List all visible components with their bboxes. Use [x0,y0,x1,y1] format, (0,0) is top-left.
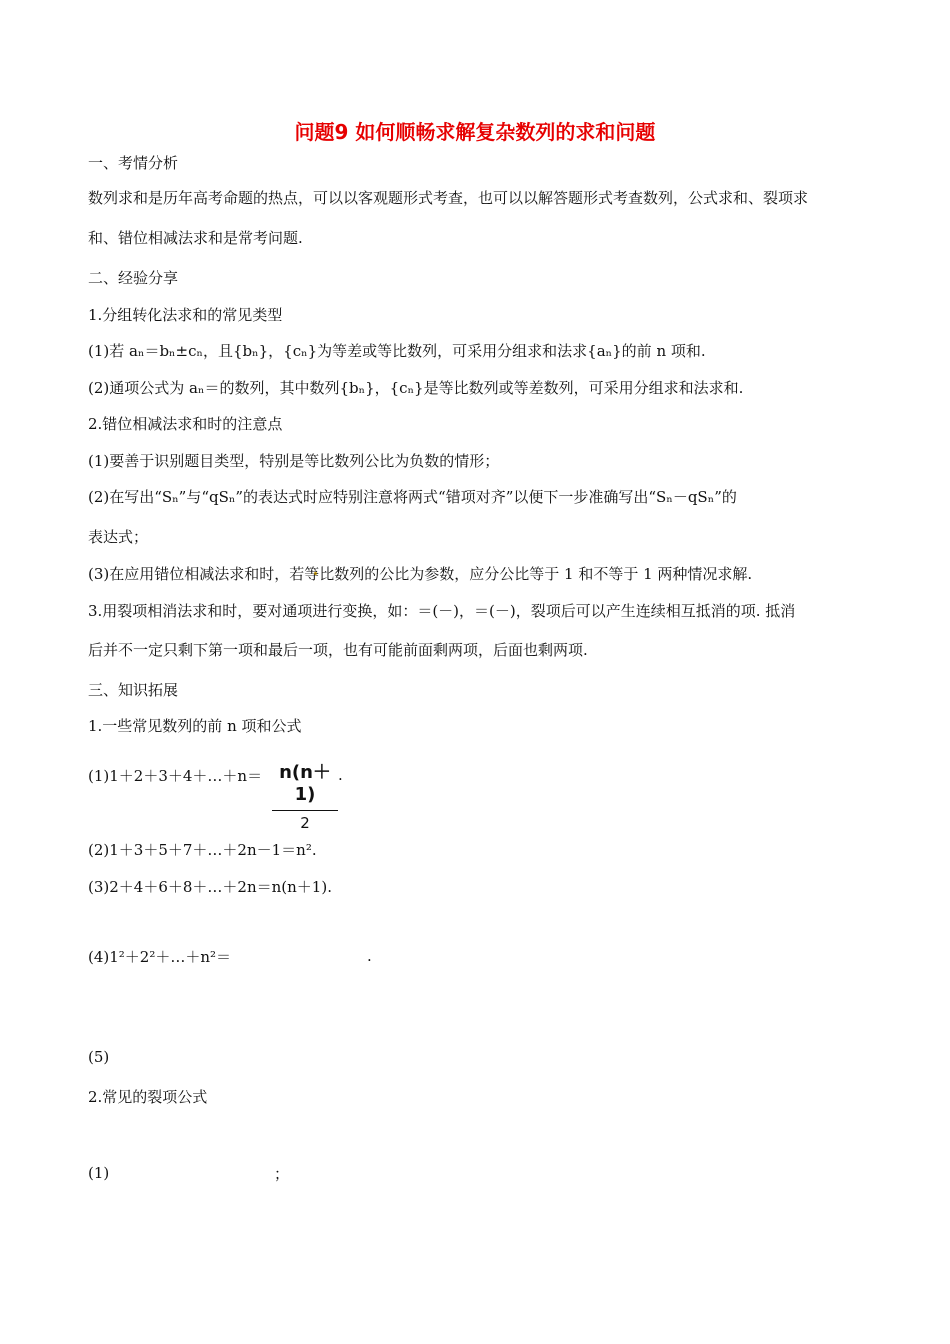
split-formula-1: (1) [88,1164,110,1182]
section-heading-analysis: 一、考情分析 [88,154,179,172]
experience-item1-title: 1.分组转化法求和的常见类型 [88,306,283,324]
formula-1-lhs: (1)1＋2＋3＋4＋…＋n＝ [88,767,263,785]
experience-item2-a: (1)要善于识别题目类型，特别是等比数列公比为负数的情形； [88,452,500,470]
analysis-paragraph-line2: 和、错位相减法求和是常考问题. [88,229,303,247]
split-formula-1-semicolon: ； [274,1165,290,1183]
formula-2: (2)1＋3＋5＋7＋…＋2n－1＝n². [88,841,317,859]
formula-1-period: . [338,766,343,784]
experience-item1-a: (1)若 aₙ＝bₙ±cₙ，且{bₙ}，{cₙ}为等差或等比数列，可采用分组求和法求{aₙ}的前 n 项和. [88,342,706,360]
fraction-bar [272,810,338,811]
fraction-denominator: 2 [300,814,310,832]
experience-item1-b: (2)通项公式为 aₙ＝的数列，其中数列{bₙ}，{cₙ}是等比数列或等差数列，可采用分组求和法求和. [88,379,744,397]
knowledge-item1-title: 1.一些常见数列的前 n 项和公式 [88,717,302,735]
formula-4: (4)1²＋2²＋…＋n²＝ [88,948,232,966]
analysis-paragraph-line1: 数列求和是历年高考命题的热点，可以以客观题形式考查，也可以以解答题形式考查数列，公式求和、裂项求 [88,189,809,207]
experience-item2-b-line1: (2)在写出“Sₙ”与“qSₙ”的表达式时应特别注意将两式“错项对齐”以便下一步准确写出“Sₙ－qSₙ”的 [88,488,737,506]
experience-item3-line2: 后并不一定只剩下第一项和最后一项，也有可能前面剩两项，后面也剩两项. [88,641,588,659]
knowledge-item2-title: 2.常见的裂项公式 [88,1088,208,1106]
formula-5: (5) [88,1048,110,1066]
fraction-numerator: n(n＋1) [279,762,331,805]
formula-1-fraction [272,762,338,832]
experience-item2-b-line2: 表达式； [88,528,149,546]
experience-item2-title: 2.错位相减法求和时的注意点 [88,415,283,433]
page-title: 问题9 如何顺畅求解复杂数列的求和问题 [294,120,656,144]
section-heading-knowledge: 三、知识拓展 [88,681,179,699]
section-heading-experience: 二、经验分享 [88,269,179,287]
experience-item2-c: (3)在应用错位相减法求和时，若等比数列的公比为参数，应分公比等于 1 和不等于 1 两种情况求解. [88,565,753,583]
formula-3: (3)2＋4＋6＋8＋…＋2n＝n(n＋1). [88,878,332,896]
formula-4-period: . [367,947,372,965]
experience-item3-line1: 3.用裂项相消法求和时，要对通项进行变换，如：＝(－)，＝(－)，裂项后可以产生连续相互抵消的项. 抵消 [88,602,796,620]
